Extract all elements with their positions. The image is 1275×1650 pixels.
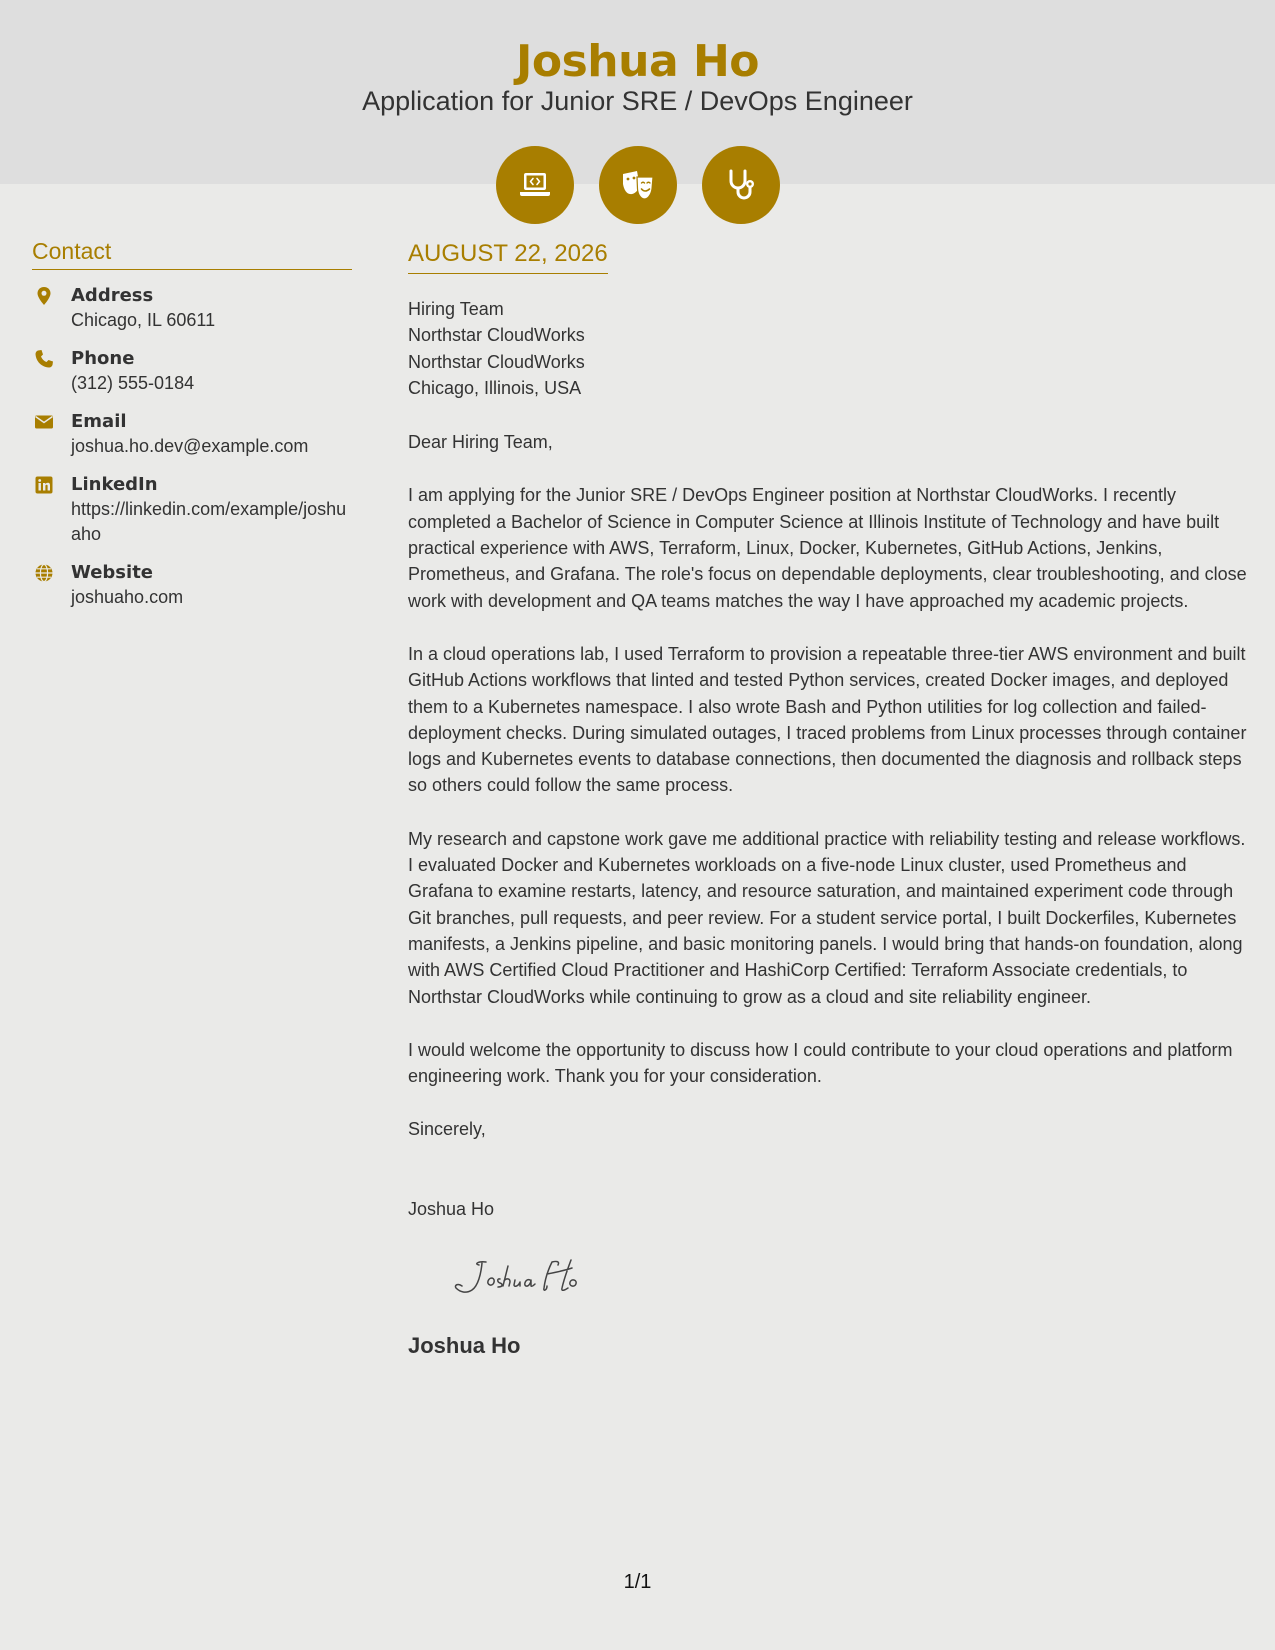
closing: Sincerely, [408,1119,486,1140]
contact-website [32,561,352,610]
signature-name: Joshua Ho [408,1333,521,1359]
paragraph-3: My research and capstone work gave me additional practice with reliability testing and release workflows. I evaluated Docker and Kubernetes workloads on a five-node Linux cluster, used Prometheus and Grafana to examine restarts, latency, and resource saturation, and maintained experiment code through Git branches, pull requests, and peer review. For a student service portal, I built Dockerfiles, Kubernetes manifests, a Jenkins pipeline, and basic monitoring panels. I would bring that hands-on foundation, along with AWS Certified Cloud Practitioner and HashiCorp Certified: Terraform Associate credentials, to Northstar CloudWorks while continuing to grow as a cloud and site reliability engineer. [408,828,1246,1007]
recipient-block [408,296,1248,401]
applicant-name: Joshua Ho [516,36,759,87]
contact-title: Contact [32,238,352,270]
page-number: 1/1 [623,1571,652,1593]
phone-icon [34,349,54,369]
recipient-line: Northstar CloudWorks [408,325,585,346]
contact-linkedin [32,473,352,547]
envelope-icon [34,412,54,432]
paragraph-2: In a cloud operations lab, I used Terraform to provision a repeatable three-tier AWS environment and built GitHub Actions workflows that linted and tested Python services, created Docker images, and deployed them to a Kubernetes namespace. I also wrote Bash and Python utilities for log collection and failed-deployment checks. During simulated outages, I traced problems from Linux processes through container logs and Kubernetes events to database connections, then documented the diagnosis and rollback steps so others could follow the same process. [408,643,1247,796]
website-value[interactable]: joshuaho.com [71,587,184,607]
header-icons [0,146,1275,224]
linkedin-icon [34,475,54,495]
application-subtitle: Application for Junior SRE / DevOps Engineer [362,86,913,116]
address-value: Chicago, IL 60611 [71,310,216,330]
linkedin-label: LinkedIn [71,474,158,495]
stethoscope-icon [702,146,780,224]
contact-phone [32,347,352,396]
recipient-line: Hiring Team [408,299,504,319]
contact-email [32,410,352,459]
website-label: Website [71,562,154,583]
laptop-code-icon [496,146,574,224]
phone-value: (312) 555-0184 [71,373,195,393]
greeting: Dear Hiring Team, [408,432,553,453]
paragraph-1: I am applying for the Junior SRE / DevOps Engineer position at Northstar CloudWorks. I recently completed a Bachelor of Science in Computer Science at Illinois Institute of Technology and have built practical experience with AWS, Terraform, Linux, Docker, Kubernetes, GitHub Actions, Jenkins, Prometheus, and Grafana. The role's focus on dependable deployments, clear troubleshooting, and close work with development and QA teams matches the way I have approached my academic projects. [408,485,1247,611]
email-label: Email [71,411,127,432]
globe-icon [34,563,54,583]
signature [448,1252,648,1302]
letter-body [408,240,1248,1359]
map-marker-icon [34,286,54,306]
recipient-line: Northstar CloudWorks [408,351,585,372]
typed-name: Joshua Ho [408,1198,495,1219]
recipient-line: Chicago, Illinois, USA [408,377,582,398]
paragraph-4: I would welcome the opportunity to discuss how I could contribute to your cloud operations and platform engineering work. Thank you for your consideration. [408,1039,1233,1087]
phone-label: Phone [71,348,135,369]
email-value[interactable]: joshua.ho.dev@example.com [71,436,309,456]
address-label: Address [71,285,154,306]
contact-address [32,284,352,333]
linkedin-value[interactable]: https://linkedin.com/example/joshuaho [71,499,347,544]
letter-date: AUGUST 22, 2026 [408,240,608,274]
theater-masks-icon [599,146,677,224]
contact-sidebar [32,238,352,610]
